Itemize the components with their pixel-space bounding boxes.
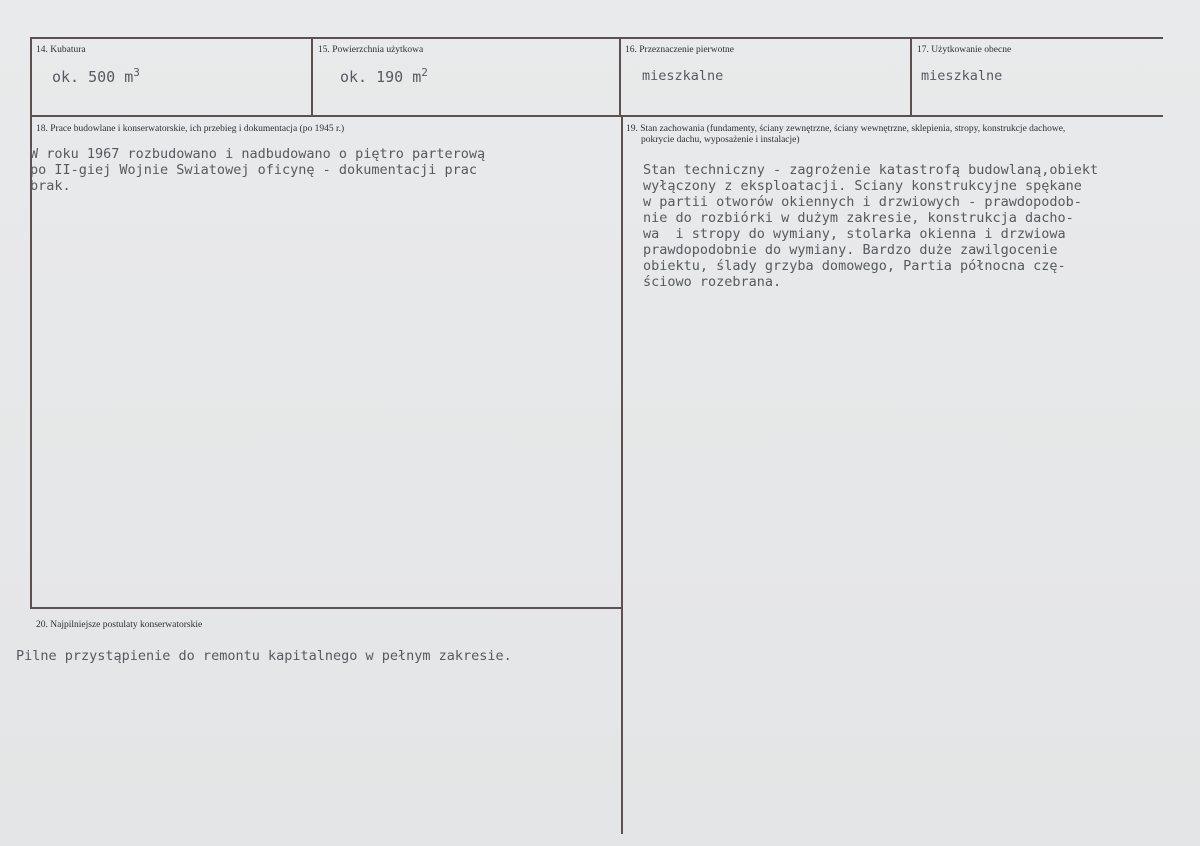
stan-zachowania-label-1: 19. Stan zachowania (fundamenty, ściany zewnętrzne, ściany wewnętrzne, sklepienia, stropy, konstrukcje dachowe, (626, 124, 1066, 134)
kubatura-label: 14. Kubatura (36, 45, 86, 55)
stan-zachowania-label-2: pokrycie dachu, wyposażenie i instalacje) (641, 135, 800, 145)
stan-zachowania-line-4: nie do rozbiórki w dużym zakresie, konstrukcja dacho- (643, 210, 1074, 226)
stan-zachowania-line-8: ściowo rozebrana. (643, 274, 782, 290)
przeznaczenie-value: mieszkalne (642, 68, 724, 84)
prace-budowlane-line-1: W roku 1967 rozbudowano i nadbudowano o piętro parterową (30, 146, 486, 162)
postulaty-label: 20. Najpilniejsze postulaty konserwatorskie (36, 620, 203, 630)
top-border (30, 37, 1163, 39)
divider-15-16 (619, 37, 621, 117)
stan-zachowania-line-2: wyłączony z eksploatacji. Sciany konstrukcyjne spękane (643, 178, 1082, 194)
prace-budowlane-line-2: po II-giej Wojnie Swiatowej oficynę - dokumentacji prac (30, 162, 478, 178)
row1-bottom-border (30, 115, 1163, 117)
uzytkowanie-label: 17. Użytkowanie obecne (917, 45, 1012, 55)
left-border (30, 37, 32, 608)
powierzchnia-label: 15. Powierzchnia użytkowa (318, 45, 424, 55)
postulaty-value: Pilne przystąpienie do remontu kapitalnego w pełnym zakresie. (16, 648, 512, 664)
uzytkowanie-value: mieszkalne (921, 68, 1003, 84)
divider-18-19 (621, 115, 623, 834)
stan-zachowania-line-6: prawdopodobnie do wymiany. Bardzo duże zawilgocenie (643, 242, 1058, 258)
prace-budowlane-line-3: brak. (30, 178, 71, 194)
divider-16-17 (910, 37, 912, 117)
divider-14-15 (311, 37, 313, 117)
stan-zachowania-line-5: wa i stropy do wymiany, stolarka okienna i drzwiowa (643, 226, 1066, 242)
powierzchnia-value: ok. 190 $m^2$ (340, 66, 428, 86)
kubatura-value: ok. 500 $m^3$ (52, 66, 140, 86)
divider-18-20 (30, 607, 622, 609)
stan-zachowania-line-3: w partii otworów okiennych i drzwiowych - prawdopodob- (643, 194, 1082, 210)
stan-zachowania-line-1: Stan techniczny - zagrożenie katastrofą budowlaną,obiekt (643, 162, 1099, 178)
prace-budowlane-label: 18. Prace budowlane i konserwatorskie, ich przebieg i dokumentacja (po 1945 r.) (36, 124, 345, 134)
stan-zachowania-line-7: obiektu, ślady grzyba domowego, Partia północna czę- (643, 258, 1066, 274)
przeznaczenie-label: 16. Przeznaczenie pierwotne (625, 45, 734, 55)
